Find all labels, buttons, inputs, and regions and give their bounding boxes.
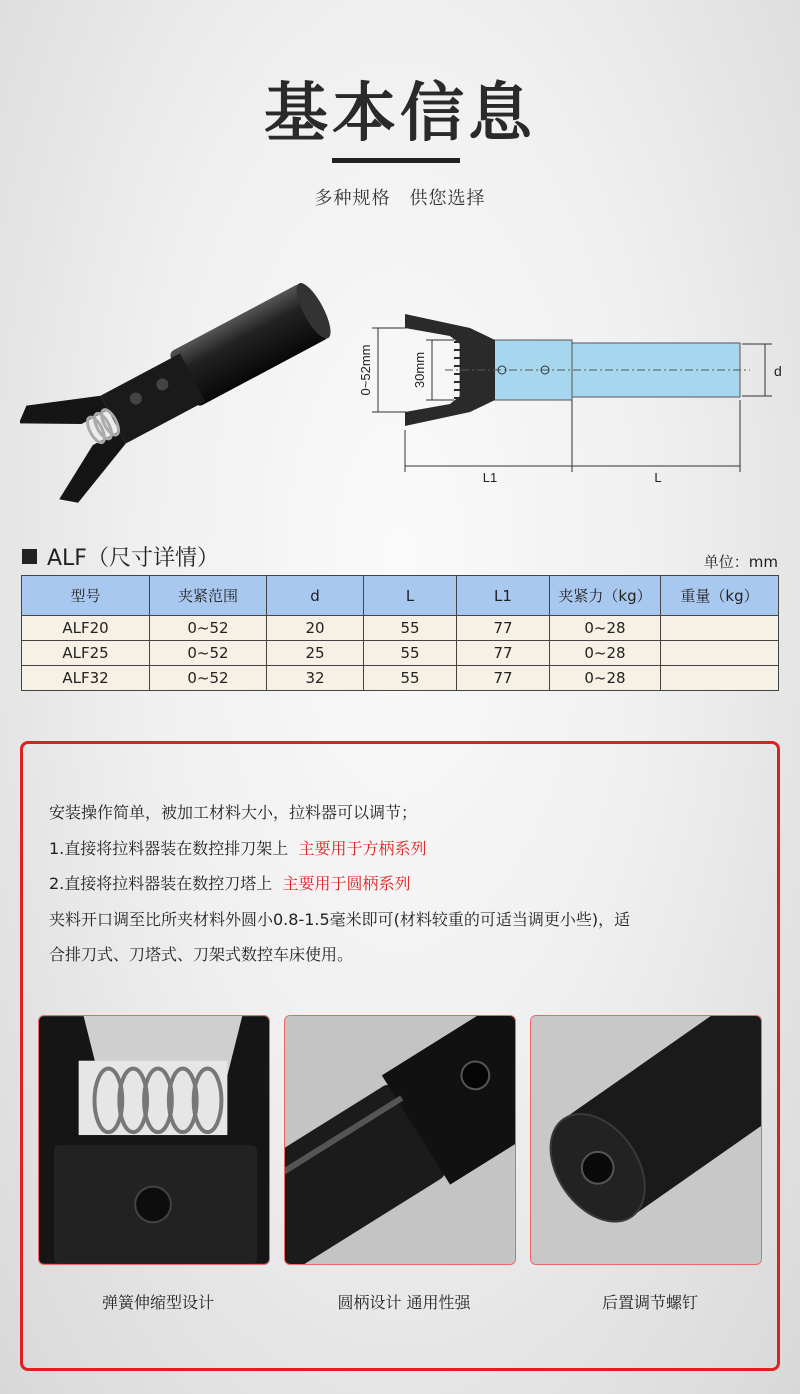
table-row: ALF20 0~52 20 55 77 0~28 xyxy=(22,616,779,641)
spec-section-heading: ALF（尺寸详情） xyxy=(22,541,219,572)
l-dimension-label: L xyxy=(654,470,662,485)
col-header: 重量（kg） xyxy=(661,576,779,616)
description-line: 夹料开口调至比所夹材料外圆小0.8-1.5毫米即可(材料较重的可适当调更小些)，适 xyxy=(49,909,631,929)
feature-caption: 后置调节螺钉 xyxy=(601,1293,698,1312)
col-header: d xyxy=(267,576,364,616)
col-header: 夹紧范围 xyxy=(150,576,267,616)
table-row: ALF25 0~52 25 55 77 0~28 xyxy=(22,641,779,666)
description-line: 2.直接将拉料器装在数控刀塔上 主要用于圆柄系列 xyxy=(49,874,411,893)
feature-photo-shank xyxy=(284,1015,516,1265)
range-dimension-label: 0~52mm xyxy=(358,344,373,396)
col-header: 型号 xyxy=(22,576,150,616)
description-line: 1.直接将拉料器装在数控排刀架上 主要用于方柄系列 xyxy=(49,838,427,858)
spring-dimension-label: 30mm xyxy=(412,351,427,389)
feature-photo-spring xyxy=(38,1015,270,1265)
page-title: 基本信息 xyxy=(264,77,536,151)
l1-dimension-label: L1 xyxy=(482,470,498,485)
description-line: 合排刀式、刀塔式、刀架式数控车床使用。 xyxy=(49,945,354,964)
table-row: ALF32 0~52 32 55 77 0~28 xyxy=(22,666,779,691)
spec-table xyxy=(21,575,779,691)
highlight-text: 主要用于方柄系列 xyxy=(298,838,427,858)
col-header: 夹紧力（kg） xyxy=(550,576,661,616)
feature-caption: 弹簧伸缩型设计 xyxy=(101,1293,214,1312)
page-subtitle: 多种规格 供您选择 xyxy=(314,188,486,209)
col-header: L xyxy=(364,576,457,616)
unit-label: 单位：mm xyxy=(703,553,778,571)
highlight-text: 主要用于圆柄系列 xyxy=(282,874,411,893)
feature-caption: 圆柄设计 通用性强 xyxy=(337,1293,471,1312)
product-photo xyxy=(20,280,350,510)
dimension-drawing xyxy=(350,300,790,500)
square-bullet-icon xyxy=(22,549,37,564)
table-header-row xyxy=(22,576,779,616)
d-dimension-label: d xyxy=(774,363,782,379)
title-underline xyxy=(332,158,460,163)
feature-photo-screw xyxy=(530,1015,762,1265)
description-text xyxy=(49,795,754,973)
col-header: L1 xyxy=(457,576,550,616)
description-line: 安装操作简单，被加工材料大小，拉料器可以调节； xyxy=(49,803,418,822)
